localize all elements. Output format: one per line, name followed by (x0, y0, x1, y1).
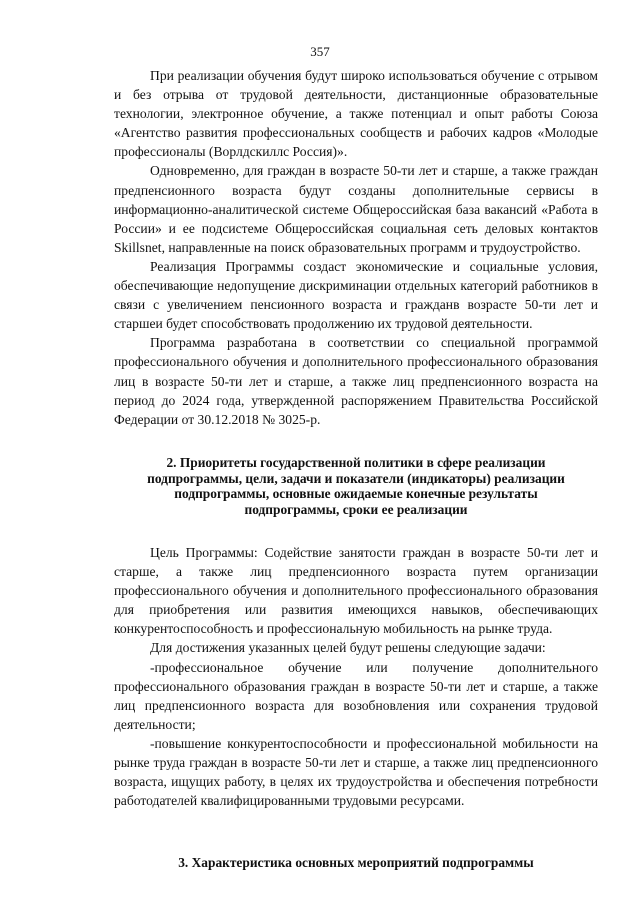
list-item: -профессиональное обучение или получение дополнительного профессионального образования граждан в возрасте 50-ти лет и старше, а также лиц предпенсионного возраста для возобновления или сохранения трудовой деятельности; (114, 659, 598, 732)
section-heading: 3. Характеристика основных мероприятий подпрограммы (178, 855, 534, 871)
paragraph: Программа разработана в соответствии со специальной программой профессионального обучения и дополнительного профессионального образования лиц в возрасте 50-ти лет и старше, а также лиц предпенсионного возраста на период до 2024 года, утвержденной распоряжением Правительства Российской Федерации от 30.12.2018 № 3025-р. (114, 335, 598, 427)
document-body (114, 66, 598, 871)
section-heading: 2. Приоритеты государственной политики в сфере реализации подпрограммы, цели, задачи и показатели (индикаторы) реализации подпрограммы, основные ожидаемые конечные результаты подпрограммы, сроки ее реализации (147, 454, 565, 518)
paragraph: Реализация Программы создаст экономические и социальные условия, обеспечивающие недопущение дискриминации отдельных категорий работников в связи с увеличением пенсионного возраста и гражданв возрасте 50-ти лет и старшеи будет способствовать продолжению их трудовой деятельности. (114, 258, 598, 332)
paragraph: Для достижения указанных целей будут решены следующие задачи: (150, 640, 546, 656)
list-item: -повышение конкурентоспособности и профессиональной мобильности на рынке труда граждан в возрасте 50-ти лет и старше, а также лиц предпенсионного возраста, ищущих работу, в целях их трудоустройства и обеспечения потребности работодателей квалифицированными трудовыми ресурсами. (114, 735, 598, 809)
paragraph: Цель Программы: Содействие занятости граждан в возрасте 50-ти лет и старше, а также лиц предпенсионного возраста путем организации профессионального обучения и дополнительного профессионального образования для приобретения или развития имеющихся навыков, обеспечивающих конкурентоспособность и профессиональную мобильность на рынке труда. (114, 544, 598, 637)
page-number: 357 (310, 44, 330, 59)
paragraph: Одновременно, для граждан в возрасте 50-ти лет и старше, а также граждан предпенсионного возраста будут созданы дополнительные сервисы в информационно-аналитической системе Общероссийская база вакансий «Работа в России» и ее подсистеме Общероссийская социальная сеть деловых контактов Skillsnet, направленные на поиск образовательных программ и трудоустройство. (114, 163, 598, 255)
paragraph: При реализации обучения будут широко использоваться обучение с отрывом и без отрыва от трудовой деятельности, дистанционные образовательные технологии, электронное обучение, а также потенциал и опыт работы Союза «Агентство развития профессиональных сообществ и рабочих кадров «Молодые профессионалы (Ворлдскиллс Россия)». (114, 68, 598, 160)
